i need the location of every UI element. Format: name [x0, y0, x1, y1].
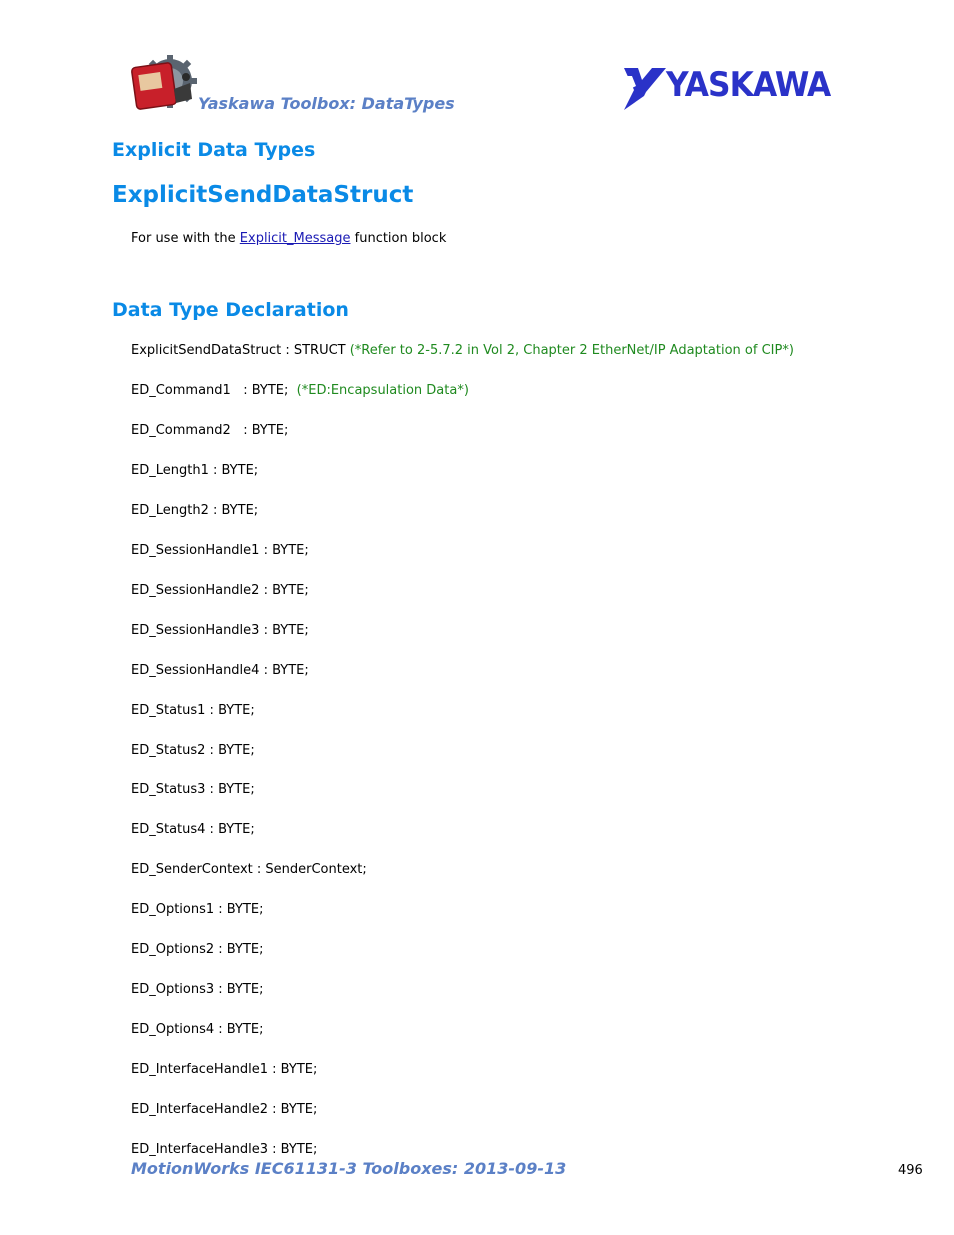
field-text: ED_InterfaceHandle1 : BYTE; — [131, 1062, 318, 1077]
field-line — [131, 503, 258, 518]
section-title: Explicit Data Types — [112, 139, 316, 161]
field-text: ED_Status3 : BYTE; — [131, 782, 255, 797]
intro-suffix: function block — [350, 231, 447, 246]
field-line — [131, 663, 309, 678]
page-number: 496 — [898, 1163, 923, 1178]
brand-name: YASKAWA — [666, 65, 831, 105]
field-line — [131, 743, 255, 758]
field-text: ED_InterfaceHandle2 : BYTE; — [131, 1102, 318, 1117]
field-line — [131, 583, 309, 598]
yaskawa-logo — [622, 66, 844, 112]
field-text: ED_Status1 : BYTE; — [131, 703, 255, 718]
field-line — [131, 1102, 317, 1117]
header-title: Yaskawa Toolbox: DataTypes — [198, 94, 455, 113]
field-line — [131, 463, 258, 478]
struct-header-text: ExplicitSendDataStruct : STRUCT — [131, 343, 350, 358]
field-text: ED_Options2 : BYTE; — [131, 942, 264, 957]
toolbox-logo-icon — [130, 55, 200, 111]
intro-text — [131, 231, 446, 246]
field-text: ED_SenderContext : SenderContext; — [131, 862, 367, 877]
field-text: ED_InterfaceHandle3 : BYTE; — [131, 1142, 318, 1157]
footer-title: MotionWorks IEC61131-3 Toolboxes: 2013-09-13 — [131, 1159, 567, 1178]
field-line — [131, 942, 263, 957]
field-text: ED_Options3 : BYTE; — [131, 982, 264, 997]
field-line — [131, 1142, 317, 1157]
field-line — [131, 782, 255, 797]
field-line — [131, 982, 263, 997]
struct-header-line — [131, 343, 794, 358]
explicit-message-link[interactable]: Explicit_Message — [239, 231, 351, 246]
yaskawa-mark-icon — [622, 66, 666, 112]
struct-header-comment: (*Refer to 2-5.7.2 in Vol 2, Chapter 2 EtherNet/IP Adaptation of CIP*) — [349, 343, 794, 358]
field-text: ED_Options4 : BYTE; — [131, 1022, 264, 1037]
field-line — [131, 902, 263, 917]
field-line — [131, 703, 255, 718]
field-text: ED_SessionHandle2 : BYTE; — [131, 583, 309, 598]
field-text: ED_Status4 : BYTE; — [131, 822, 255, 837]
field-text: ED_SessionHandle3 : BYTE; — [131, 623, 309, 638]
field-text: ED_Length1 : BYTE; — [131, 463, 259, 478]
field-line — [131, 1022, 263, 1037]
declaration-title: Data Type Declaration — [112, 299, 349, 321]
field-text: ED_Command1 : BYTE; — [131, 383, 297, 398]
intro-prefix: For use with the — [131, 231, 240, 246]
field-line — [131, 543, 309, 558]
page-title: ExplicitSendDataStruct — [112, 182, 414, 208]
field-line — [131, 862, 367, 877]
field-text: ED_Status2 : BYTE; — [131, 743, 255, 758]
field-line — [131, 822, 255, 837]
field-line — [131, 423, 288, 438]
field-text: ED_SessionHandle1 : BYTE; — [131, 543, 309, 558]
field-text: ED_Command2 : BYTE; — [131, 423, 289, 438]
field-line — [131, 623, 309, 638]
field-comment: (*ED:Encapsulation Data*) — [296, 383, 469, 398]
field-line — [131, 383, 469, 398]
field-text: ED_SessionHandle4 : BYTE; — [131, 663, 309, 678]
field-line — [131, 1062, 317, 1077]
field-text: ED_Options1 : BYTE; — [131, 902, 264, 917]
field-text: ED_Length2 : BYTE; — [131, 503, 259, 518]
